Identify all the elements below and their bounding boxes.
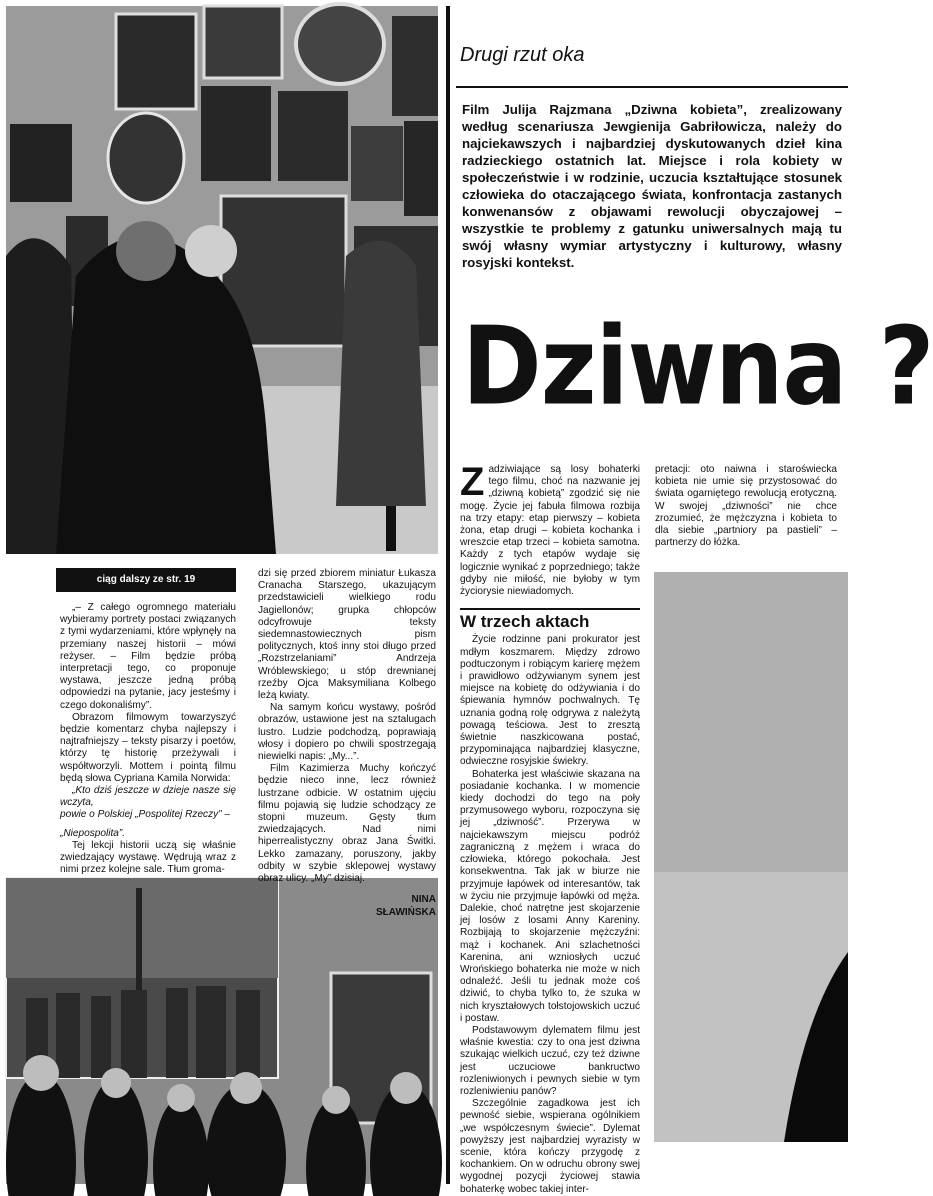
headline: Dziwna ? bbox=[462, 304, 933, 430]
subhead: W trzech aktach bbox=[460, 612, 590, 632]
norwid-quote-line-3: „Niepospolita”. bbox=[60, 827, 126, 839]
lead-paragraph: Film Julija Rajzmana „Dziwna kobieta”, zrealizowany według scenariusza Jewgienija Gabriłowicza, należy do najciekawszych i najbardziej dyskutowanych dzieł kina radzieckiego ostatnich lat. Miejsce i rola kobiety w społeczeństwie i w rodzinie, uczucia kształtujące stosunek człowieka do otaczającego świata, konfrontacja zastanych konwenansów z objawami rewolucji obyczajowej – wszystkie te problemy z gatunku uniwersalnych mają tu swój własny wymiar artystyczny i kulturowy, własny rosyjski kontekst. bbox=[462, 102, 842, 270]
column-divider bbox=[446, 6, 450, 1184]
section-label: Drugi rzut oka bbox=[460, 44, 585, 66]
section-rule bbox=[456, 86, 848, 88]
right-col1-para-3: Podstawowym dylematem filmu jest właśnie kwestia: czy to ona jest dziwna szukając wielkich uczuć, czy też dziwne jest uczuciowe bankructwo rozleniwionych i pewnych siebie w tym rozleniwieniu panów? bbox=[460, 1024, 640, 1097]
left-column-1 bbox=[60, 602, 236, 876]
museum-portraits-photo bbox=[6, 6, 438, 554]
subhead-rule bbox=[460, 608, 640, 610]
norwid-quote-line-1: „Kto dziś jeszcze w dzieje nasze się wczyta, bbox=[60, 785, 236, 809]
left-col1-para-1: „– Z całego ogromnego materiału wybieramy portrety postaci związanych z tymi wydarzeniami, które wpłynęły na przemiany naszej historii – mówi reżyser. – Film będzie próbą interpretacji tego, co proponuje wystawa, jeszcze jedną próbą odpowiedzi na pytanie, jacy jesteśmy i czego dokonaliśmy”. bbox=[60, 602, 236, 711]
right-column-1 bbox=[460, 460, 640, 1196]
left-column-2 bbox=[258, 568, 436, 919]
intro-text: adziwiające są losy bohaterki tego filmu, choć na nazwanie jej „dziwną kobietą” zgodzić się nie mogę. Życie jej fabuła filmowa rozbija na trzy etapy: etap pierwszy – kobieta żona, etap drugi – kobieta kochanka i wreszcie etap trzeci – kobieta samotna. Każdy z tych etapów wydaje się logicznie wynikać z poprzedniego; także gdyby nie miłość, nie byłoby w tym życiorysie niewiadomych. bbox=[460, 464, 640, 598]
author-last-name: SŁAWIŃSKA bbox=[376, 907, 436, 919]
intro-paragraph bbox=[460, 460, 640, 598]
exhibition-crowd-photo bbox=[6, 878, 438, 1184]
film-still-photo bbox=[654, 572, 848, 1142]
right-col1-para-4: Szczególnie zagadkowa jest ich pewność siebie, wspierana ogólnikiem „we współczesnym świecie”. Dylemat powyższy jest najbardziej wyrazisty w scenie, która kończy przygodę z kochankiem. On w odruchu obrony swej wygodnej pozycji życiowej stawia bohaterkę wobec takiej inter- bbox=[460, 1098, 640, 1195]
continuation-banner: ciąg dalszy ze str. 19 bbox=[56, 568, 236, 592]
left-col2-para-2: Na samym końcu wystawy, pośród obrazów, ustawione jest na sztalugach lustro. Ludzie podchodzą, poprawiają włosy i dopiero po chwili spostrzegają niewielki napis: „My...”. bbox=[258, 702, 436, 763]
right-col2-para-1: pretacji: oto naiwna i staroświecka kobieta nie umie się przystosować do świata ogarniętego rewolucją erotyczną. W swojej „dziwności” nie chce zrozumieć, że mężczyzna i kobieta to dla siebie „partniory pa pastieli” – partnerzy do łóżka. bbox=[655, 464, 837, 549]
drop-cap: Z bbox=[460, 460, 485, 504]
left-col1-para-3: Tej lekcji historii uczą się właśnie zwiedzający wystawę. Wędrują wraz z nimi przez kolejne sale. Tłum groma- bbox=[60, 839, 236, 876]
right-column-2 bbox=[655, 464, 837, 549]
left-col2-para-3: Film Kazimierza Muchy kończyć będzie nieco inne, lecz również lustrzane odbicie. W ostatnim ujęciu filmu pojawią się ludzie schodzący ze stopni muzeum. Gęsty tłum zwiedzających. Nad nimi hiperrealistyczny obraz Jana Świtki. Lekko zamazany, poruszony, jakby odbity w szybie sklepowej wystawy obraz ulicy. „My” dzisiaj. bbox=[258, 763, 436, 885]
norwid-quote-line-2: powie o Polskiej „Pospolitej Rzeczy” – bbox=[60, 809, 230, 821]
author-first-name: NINA bbox=[411, 894, 436, 906]
left-col1-para-2: Obrazom filmowym towarzyszyć będzie komentarz chyba najlepszy i najtrafniejszy – teksty pisarzy i poetów, którzy tę historię przeżywali i współtworzyli. Mottem i pointą filmu będą słowa Cypriana Kamila Norwida: bbox=[60, 711, 236, 784]
right-col1-para-1: Życie rodzinne pani prokurator jest mdłym koszmarem. Między zdrowo podtuczonym i robiącym karierę mężem i prawidłowo odżywianym synem jest miejsce na kobietę do odżywiania i do śpiewania hymnów pochwalnych. Tę uznania godną rolę odgrywa z należytą powagą teściowa. Jest to zresztą świetnie naszkicowana postać, przypominająca najbardziej klasyczne, odwieczne rosyjskie świekry. bbox=[460, 634, 640, 768]
left-col2-para-1: dzi się przed zbiorem miniatur Łukasza Cranacha Starszego, ukazującym przedstawicieli wielkiego rodu Jagiellonów; grupka chłopców odcyfrowuje teksty siedemnastowiecznych pism politycznych, ktoś inny stoi długo przed „Rozstrzelaniami” Andrzeja Wróblewskiego; u stóp drewnianej rzeźby Ojca Maksymiliana Kolbego leżą kwiaty. bbox=[258, 568, 436, 702]
right-col1-para-2: Bohaterka jest właściwie skazana na posiadanie kochanka. I w momencie kiedy dochodzi do tego na poły przymusowego wyboru, rozpoczyna się jej „dziwność”. Przerywa w najciekawszym miejscu podróż zagraniczną z mężem i wraca do człowieka, którego pokochała. Jest konsekwentna. Tak jak w biurze nie przyjmuje łapówek od interesantów, tak w życiu nie przyjmuje łapówki od męża. Dalekie, choć natrętne jest skojarzenie jej losów z losami Anny Kareniny. Rozbijają to skojarzenie mężczyźni: mąż i kochanek. Ani szlachetności Karenina, ani wzniosłych uczuć Wrońskiego bohaterka nie może w nich odnaleźć. Jeśli tu jednak może coś dziwić, to chyba tylko to, że szuka w nich kryształowych tołstojowskich uczuć i postaw. bbox=[460, 768, 640, 1024]
